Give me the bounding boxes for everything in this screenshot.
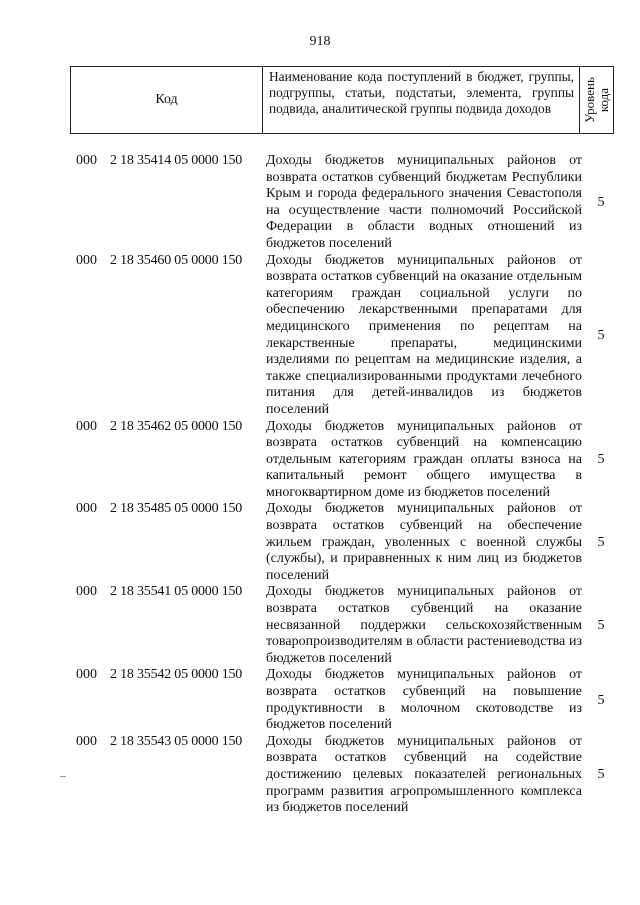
header-level-label: Уровень кода [581, 77, 611, 123]
row-code: 2 18 35460 05 0000 150 [110, 252, 243, 268]
row-code: 2 18 35414 05 0000 150 [110, 153, 243, 168]
row-level: 5 [597, 194, 605, 210]
row-description: Доходы бюджетов муниципальных районов от возврата остатков субвенций на содействие достижению целевых показателей региональных программ развития агропромышленного комплекса из бюджетов поселений [266, 733, 582, 816]
table-header [70, 66, 614, 134]
header-code: Код [71, 67, 263, 133]
table-row [76, 734, 616, 817]
row-level: 5 [597, 327, 605, 343]
row-prefix: 000 [76, 501, 97, 517]
row-code: 2 18 35462 05 0000 150 [110, 418, 243, 434]
row-level: 5 [597, 767, 605, 783]
row-description: Доходы бюджетов муниципальных районов от возврата остатков субвенций бюджетам Республики Крым и города федерального значения Севастополя на осуществление части полномочий Российской Федерации в области водных отношений из бюджетов поселений [266, 153, 582, 251]
row-prefix: 000 [76, 733, 97, 749]
margin-mark [60, 776, 66, 777]
row-description: Доходы бюджетов муниципальных районов от возврата остатков субвенций на обеспечение жильем граждан, уволенных с военной службы (службы), и приравненных к ним лиц из бюджетов поселений [266, 501, 582, 583]
row-description: Доходы бюджетов муниципальных районов от возврата остатков субвенций на компенсацию отдельным категориям граждан оплаты взноса на капитальный ремонт общего имущества в многоквартирном доме из бюджетов поселений [266, 418, 582, 500]
row-prefix: 000 [76, 584, 97, 600]
row-code: 2 18 35485 05 0000 150 [110, 501, 243, 517]
row-description: Доходы бюджетов муниципальных районов от возврата остатков субвенций на оказание отдельным категориям граждан социальной услуги по обеспечению лекарственными препаратами для медицинского применения по рецептам на лекарственные препараты, медицинскими изделиями по рецептам на медицинские изделия, а также специализированными продуктами лечебного питания для детей-инвалидов из бюджетов поселений [266, 252, 582, 417]
row-level: 5 [597, 692, 605, 708]
row-description: Доходы бюджетов муниципальных районов от возврата остатков субвенций на повышение продуктивности в молочном скотоводстве из бюджетов поселений [266, 667, 582, 733]
row-level: 5 [597, 534, 605, 550]
row-code: 2 18 35542 05 0000 150 [110, 667, 243, 683]
table-row [76, 501, 616, 584]
row-code: 2 18 35541 05 0000 150 [110, 584, 243, 600]
table-row [76, 584, 616, 667]
table-row [76, 253, 616, 419]
row-prefix: 000 [76, 667, 97, 683]
row-level: 5 [597, 617, 605, 633]
row-level: 5 [597, 451, 605, 467]
row-prefix: 000 [76, 153, 97, 168]
table-row [76, 419, 616, 502]
row-prefix: 000 [76, 418, 97, 434]
row-code: 2 18 35543 05 0000 150 [110, 733, 243, 749]
table-row [76, 667, 616, 733]
row-prefix: 000 [76, 252, 97, 268]
header-name: Наименование кода поступлений в бюджет, группы, подгруппы, статьи, подстатьи, элемента, группы подвида, аналитической группы подвида доходов [263, 67, 580, 133]
page-number: 918 [309, 34, 331, 49]
table-body [76, 153, 616, 817]
table-row [76, 153, 616, 253]
header-level [580, 67, 613, 133]
row-description: Доходы бюджетов муниципальных районов от возврата остатков субвенций на оказание несвязанной поддержки сельскохозяйственным товаропроизводителям в области растениеводства из бюджетов поселений [266, 584, 582, 666]
